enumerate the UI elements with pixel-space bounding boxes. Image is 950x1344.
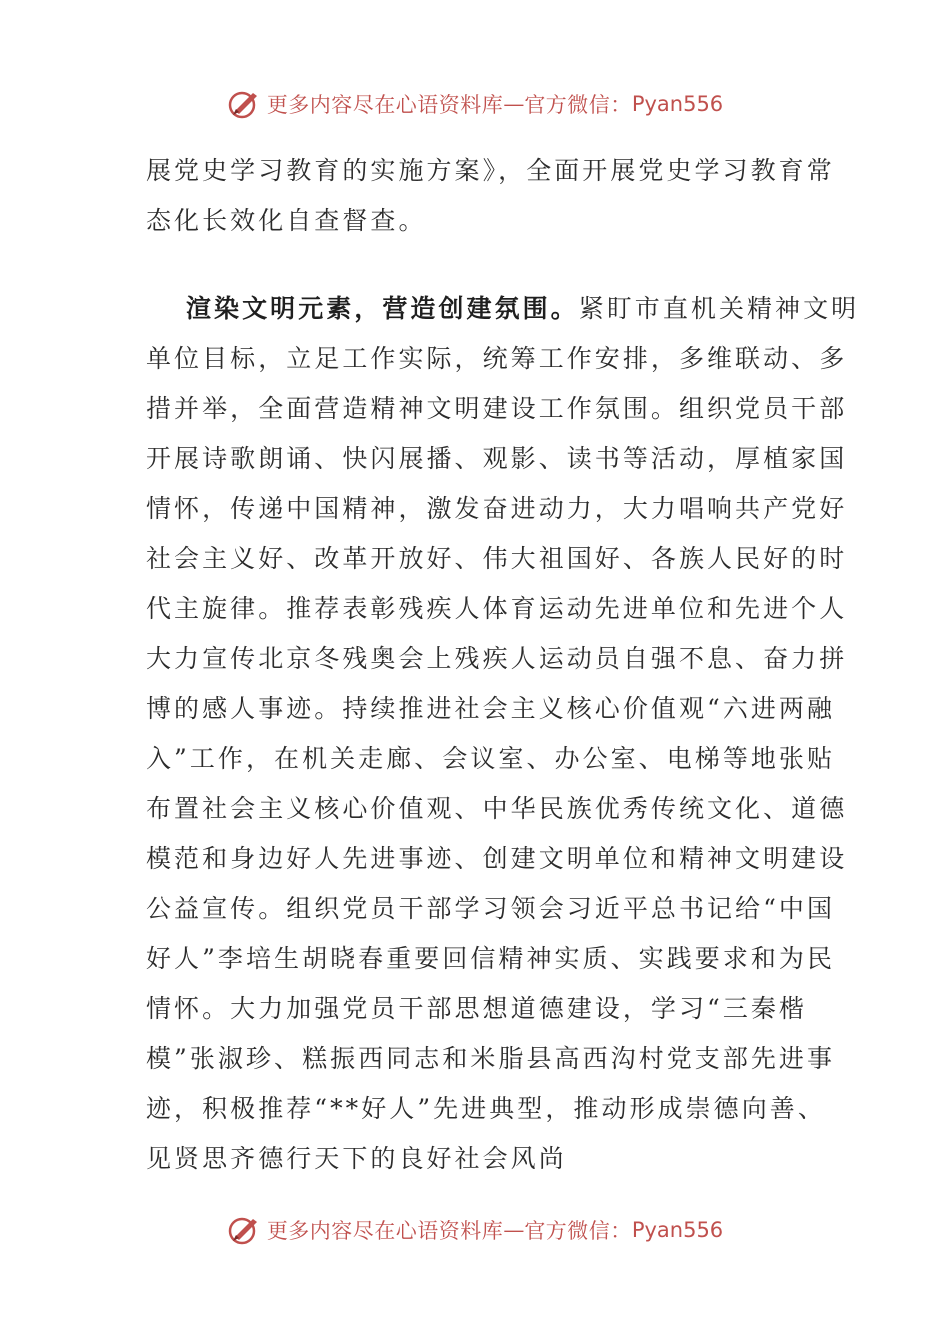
text-line: 模”张淑珍、糕振西同志和米脂县高西沟村党支部先进事 xyxy=(146,1044,836,1073)
paragraph-1 xyxy=(146,146,835,246)
text-line: 博的感人事迹。持续推进社会主义核心价值观“六进两融 xyxy=(146,694,836,723)
text-line: 见贤思齐德行天下的良好社会风尚 xyxy=(146,1144,567,1173)
text-line: 大力宣传北京冬残奥会上残疾人运动员自强不息、奋力拼 xyxy=(146,644,848,673)
watermark-separator: — xyxy=(503,92,525,116)
pen-seal-icon xyxy=(227,1213,261,1247)
text-line: 开展诗歌朗诵、快闪展播、观影、读书等活动，厚植家国 xyxy=(146,444,848,473)
paragraph-2-lead-rest: 紧盯市直机关精神文明 xyxy=(578,294,860,323)
watermark-site-text: 更多内容尽在心语资料库 xyxy=(266,1219,504,1243)
document-body xyxy=(146,146,860,1184)
text-line: 布置社会主义核心价值观、中华民族优秀传统文化、道德 xyxy=(146,794,848,823)
text-line: 模范和身边好人先进事迹、创建文明单位和精神文明建设 xyxy=(146,844,848,873)
watermark-wechat-label: 官方微信： xyxy=(524,93,632,117)
watermark-wechat-id: Pyan556 xyxy=(631,1218,724,1242)
watermark-site-text: 更多内容尽在心语资料库 xyxy=(266,93,504,117)
paragraph-2-lead-heading: 渲染文明元素，营造创建氛围。 xyxy=(186,294,579,323)
text-line: 态化长效化自查督查。 xyxy=(146,206,427,235)
watermark-wechat-label: 官方微信： xyxy=(524,1219,632,1243)
footer-watermark xyxy=(0,1210,950,1250)
text-line: 情怀，传递中国精神，激发奋进动力，大力唱响共产党好 xyxy=(146,494,848,523)
text-line: 好人”李培生胡晓春重要回信精神实质、实践要求和为民 xyxy=(146,944,836,973)
pen-seal-icon xyxy=(227,87,261,121)
paragraph-2-first-line xyxy=(146,284,860,334)
text-line: 措并举，全面营造精神文明建设工作氛围。组织党员干部 xyxy=(146,394,848,423)
text-line: 迹，积极推荐“**好人”先进典型，推动形成崇德向善、 xyxy=(146,1094,826,1123)
text-line: 单位目标，立足工作实际，统筹工作安排，多维联动、多 xyxy=(146,344,848,373)
watermark-separator: — xyxy=(503,1218,525,1242)
text-line: 社会主义好、改革开放好、伟大祖国好、各族人民好的时 xyxy=(146,544,848,573)
text-line: 公益宣传。组织党员干部学习领会习近平总书记给“中国 xyxy=(146,894,836,923)
paragraph-2 xyxy=(146,284,860,1184)
watermark-wechat-id: Pyan556 xyxy=(631,92,724,116)
text-line: 情怀。大力加强党员干部思想道德建设，学习“三秦楷 xyxy=(146,994,807,1023)
text-line: 代主旋律。推荐表彰残疾人体育运动先进单位和先进个人 xyxy=(146,594,848,623)
header-watermark xyxy=(0,84,950,124)
text-line: 展党史学习教育的实施方案》，全面开展党史学习教育常 xyxy=(146,156,835,185)
text-line: 入”工作，在机关走廊、会议室、办公室、电梯等地张贴 xyxy=(146,744,836,773)
